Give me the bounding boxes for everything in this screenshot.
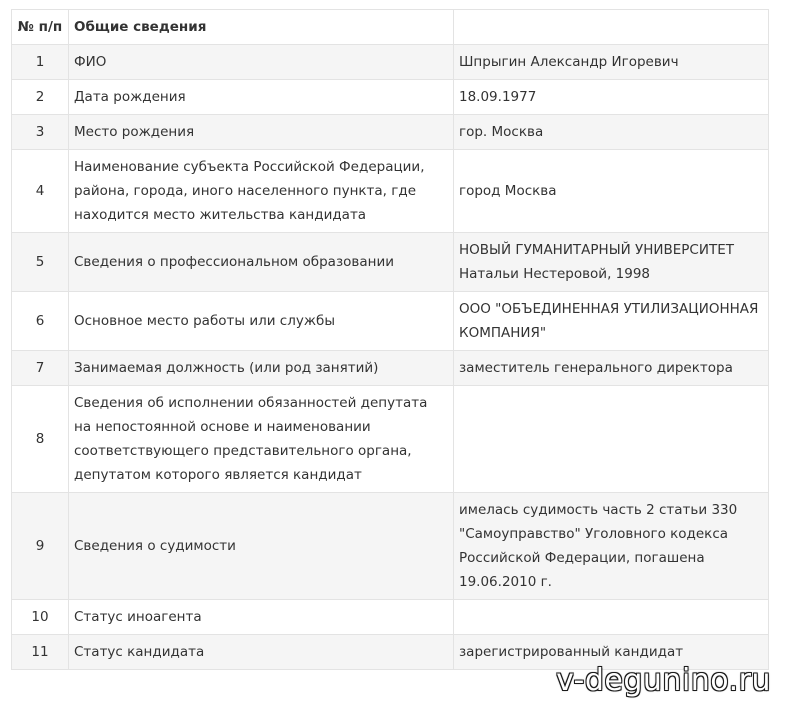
row-value: Шпрыгин Александр Игоревич (454, 45, 769, 80)
candidate-info-table (11, 9, 769, 670)
row-value: ООО "ОБЪЕДИНЕННАЯ УТИЛИЗАЦИОННАЯ КОМПАНИЯ" (454, 292, 769, 351)
site-watermark: v-degunino.ru (556, 663, 771, 698)
row-name: Место рождения (69, 115, 454, 150)
row-num: 7 (12, 351, 69, 386)
row-name: Сведения о судимости (69, 493, 454, 600)
row-num: 8 (12, 386, 69, 493)
table-row (12, 150, 769, 233)
table-row (12, 600, 769, 635)
table-row (12, 635, 769, 670)
row-value: 18.09.1977 (454, 80, 769, 115)
table-row (12, 351, 769, 386)
row-num: 2 (12, 80, 69, 115)
row-value: НОВЫЙ ГУМАНИТАРНЫЙ УНИВЕРСИТЕТ Натальи Нестеровой, 1998 (454, 233, 769, 292)
table-row (12, 292, 769, 351)
row-name: Наименование субъекта Российской Федерации, района, города, иного населенного пункта, где находится место жительства кандидата (69, 150, 454, 233)
table-row (12, 233, 769, 292)
row-value: имелась судимость часть 2 статьи 330 "Самоуправство" Уголовного кодекса Российской Федерации, погашена 19.06.2010 г. (454, 493, 769, 600)
row-num: 6 (12, 292, 69, 351)
row-value: зарегистрированный кандидат (454, 635, 769, 670)
row-num: 3 (12, 115, 69, 150)
row-name: Дата рождения (69, 80, 454, 115)
row-name: Статус кандидата (69, 635, 454, 670)
row-num: 5 (12, 233, 69, 292)
row-num: 9 (12, 493, 69, 600)
table-row (12, 386, 769, 493)
row-num: 11 (12, 635, 69, 670)
table-row (12, 80, 769, 115)
table-row (12, 115, 769, 150)
row-value (454, 600, 769, 635)
row-name: Основное место работы или службы (69, 292, 454, 351)
table-header-row (12, 10, 769, 45)
row-value: заместитель генерального директора (454, 351, 769, 386)
table-row (12, 45, 769, 80)
row-name: ФИО (69, 45, 454, 80)
row-num: 10 (12, 600, 69, 635)
row-name: Сведения о профессиональном образовании (69, 233, 454, 292)
row-value (454, 386, 769, 493)
row-num: 4 (12, 150, 69, 233)
row-name: Занимаемая должность (или род занятий) (69, 351, 454, 386)
header-name: Общие сведения (69, 10, 454, 45)
row-value: город Москва (454, 150, 769, 233)
row-value: гор. Москва (454, 115, 769, 150)
row-name: Сведения об исполнении обязанностей депутата на непостоянной основе и наименовании соответствующего представительного органа, депутатом которого является кандидат (69, 386, 454, 493)
header-value (454, 10, 769, 45)
row-num: 1 (12, 45, 69, 80)
table-row (12, 493, 769, 600)
row-name: Статус иноагента (69, 600, 454, 635)
header-num: № п/п (12, 10, 69, 45)
